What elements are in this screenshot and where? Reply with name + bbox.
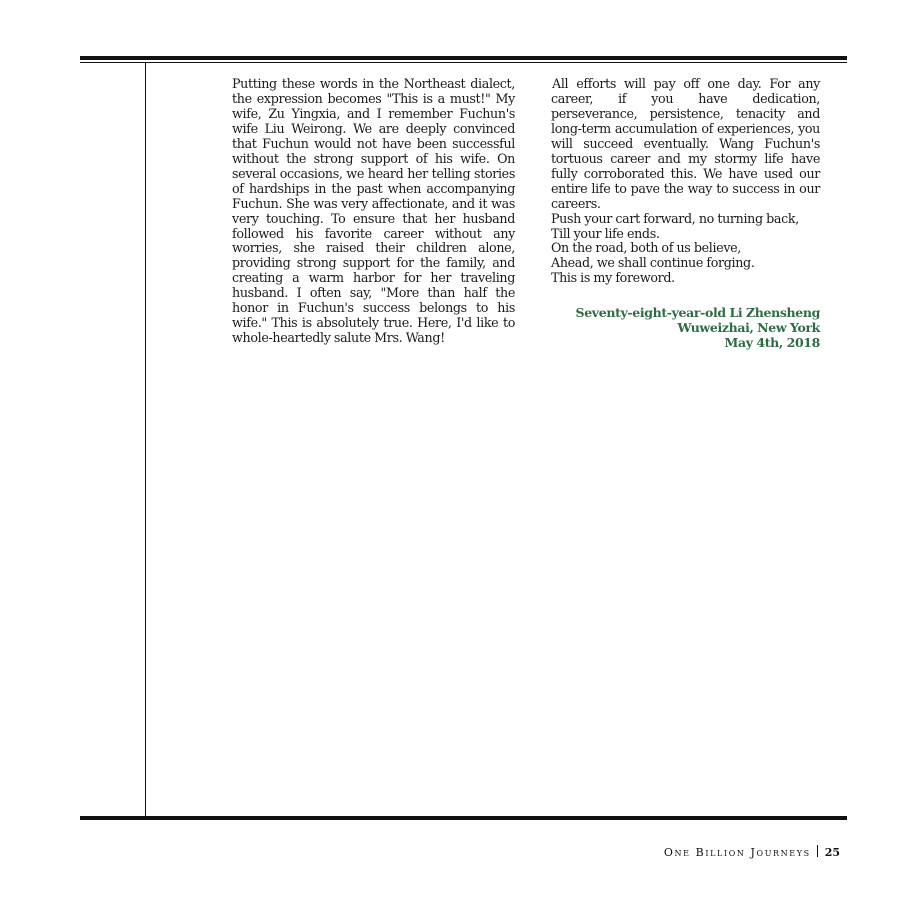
margin-rule bbox=[145, 62, 146, 818]
footer-book-title: One Billion Journeys bbox=[663, 846, 811, 859]
poem-line: Push your cart forward, no turning back, bbox=[551, 210, 799, 226]
left-column bbox=[232, 77, 515, 346]
top-rule-thick bbox=[80, 56, 847, 60]
right-paragraph: All efforts will pay off one day. For any career, if you have dedication, perseverance, persistence, tenacity and long-term accumulation of experiences, you will succeed eventually. Wang Fuchun's tortuous career and my stormy life have fully corroborated this. We have used our entire life to pave the way to success in our careers. bbox=[551, 76, 820, 211]
bottom-rule bbox=[80, 816, 847, 820]
poem-line: On the road, both of us believe, bbox=[551, 240, 741, 256]
right-column bbox=[551, 77, 820, 350]
poem-line: Ahead, we shall continue forging. bbox=[551, 255, 755, 271]
poem-line: Till your life ends. bbox=[551, 225, 660, 241]
top-rule-thin bbox=[80, 62, 847, 63]
page-number: 25 bbox=[824, 846, 840, 859]
left-paragraph: Putting these words in the Northeast dialect, the expression becomes "This is a must!" My wife, Zu Yingxia, and I remember Fuchun's wife Liu Weirong. We are deeply convinced that Fuchun would not have been successful without the strong support of his wife. On several occasions, we heard her telling stories of hardships in the past when accompanying Fuchun. She was very affectionate, and it was very touching. To ensure that her husband followed his favorite career without any worries, she raised their children alone, providing strong support for the family, and creating a warm harbor for her traveling husband. I often say, "More than half the honor in Fuchun's success belongs to his wife." This is absolutely true. Here, I'd like to whole-heartedly salute Mrs. Wang! bbox=[232, 76, 515, 346]
signature-name: Seventy-eight-year-old Li Zhensheng bbox=[575, 305, 820, 321]
signature-block bbox=[551, 305, 820, 350]
poem-line: This is my foreword. bbox=[551, 270, 675, 286]
signature-place: Wuweizhai, New York bbox=[677, 320, 820, 336]
signature-date: May 4th, 2018 bbox=[724, 335, 820, 351]
page-footer bbox=[664, 845, 840, 859]
footer-separator bbox=[817, 845, 818, 857]
